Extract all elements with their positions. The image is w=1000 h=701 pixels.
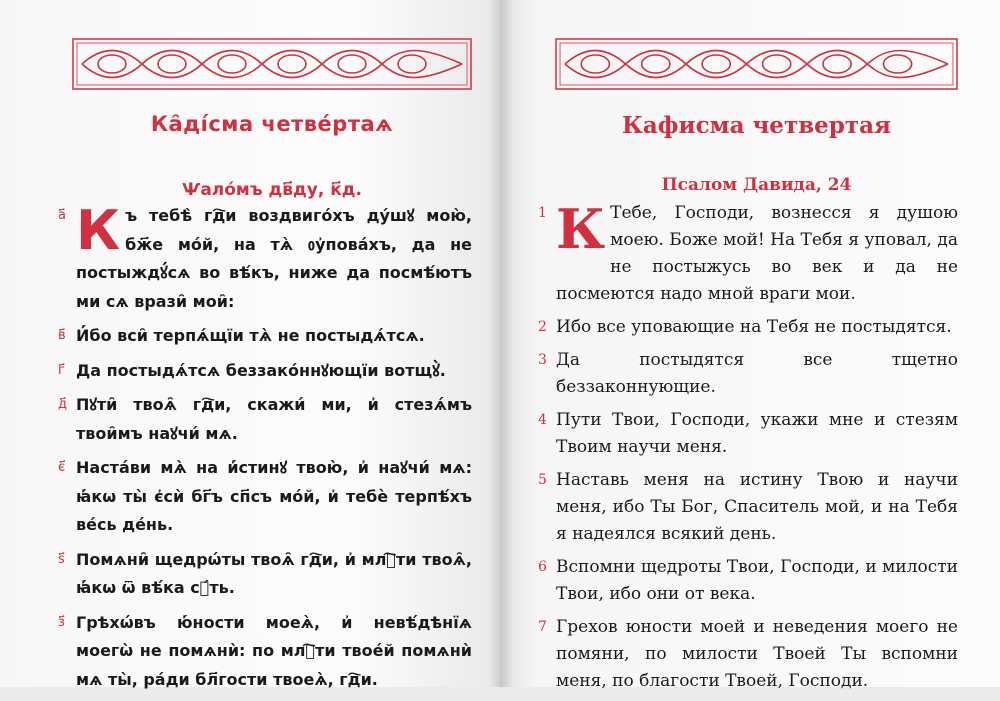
verse-number: 7 <box>538 619 547 635</box>
verse <box>58 322 472 351</box>
verse-text <box>556 554 958 608</box>
verse-number: 4 <box>538 412 547 428</box>
verse-text <box>76 199 472 316</box>
verse-number: 2 <box>538 319 547 335</box>
verse-list <box>538 197 958 701</box>
verse-body: Вспомни щедроты Твои, Господи, и милости Твои, ибо они от века. <box>556 557 958 604</box>
verse-body: Помѧни̑ щедрѡ́ты твоѧ̑ гд҇и, и҆ млⷭ҇ти твоѧ̑, ꙗ҆́кѡ ѿ вѣ́ка сꙋ́ть. <box>76 549 472 597</box>
verse-number: в҃ <box>58 328 66 343</box>
verse-text <box>556 347 958 401</box>
verse-text <box>76 391 472 448</box>
verse-body: Пꙋти̑ твоѧ̑ гд҇и, скажи́ ми, и҆ стезѧ́мъ твои̑мъ наꙋчи́ мѧ. <box>76 395 472 443</box>
verse-body: И҆́бо вси̑ терпѧ́щїи тѧ̀ не постыдѧ́тсѧ. <box>76 326 425 345</box>
verse-number: д҃ <box>58 397 67 412</box>
verse-number: а҃ <box>58 208 66 223</box>
psalm-title: Ѱало́мъ дв҃ду, к҃д. <box>182 180 362 200</box>
verse <box>538 554 958 608</box>
verse-number: ѕ҃ <box>58 551 65 567</box>
verse-text <box>76 357 472 386</box>
verse <box>58 609 472 695</box>
verse-text <box>76 454 472 540</box>
verse <box>58 391 472 448</box>
verse-body: Грѣхѡ́въ ю҆́ности моеѧ̀, и҆ невѣ́дѣнїѧ моегѡ̀ не помѧнѝ: по млⷭ҇ти твое́й помѧнѝ мѧ ты̀, ра́ди бл҃гости твоеѧ̀, гд҇и. <box>76 612 472 689</box>
page-title: Кафисма четвертая <box>621 112 892 139</box>
psalm-title: Псалом Давида, 24 <box>661 175 852 195</box>
drop-cap: К <box>556 197 606 261</box>
verse-body: Да постыдятся все тщетно беззаконнующие. <box>556 350 958 397</box>
left-header-ornament <box>72 38 472 90</box>
verse-text <box>556 614 958 695</box>
verse-body: Наставь меня на истину Твою и научи меня, ибо Ты Бог, Спаситель мой, и на Тебя я надеялся всякий день. <box>556 470 958 544</box>
verse-list <box>58 199 472 700</box>
verse-number: з҃ <box>58 614 65 630</box>
verse-text <box>76 609 472 695</box>
verse-number: 6 <box>538 559 547 575</box>
verse-number: 5 <box>538 472 547 488</box>
verse-number: 3 <box>538 352 547 368</box>
drop-cap: К <box>76 199 121 262</box>
verse-body: Тебе, Господи, вознесся я душою моею. Боже мой! На Тебя я уповал, да не постыжусь во век и да не посмеются надо мной враги мои. <box>556 203 958 304</box>
left-page <box>0 0 500 687</box>
verse-body: ъ тебѣ̀ гд҇и воздвиго́хъ ду́шꙋ мою̀, бж҃е мо́й, на тѧ̀ ᲂу҆пова́хъ, да не постыждꙋ́сѧ во вѣ́къ, ниже да посмѣ́ютъ ми сѧ врази̑ мои̑: <box>76 206 472 311</box>
ornament-band-icon <box>72 38 472 90</box>
verse-text <box>556 407 958 461</box>
verse-text <box>76 322 472 351</box>
verse-body: Грехов юности моей и неведения моего не помяни, по милости Твоей Ты вспомни меня, по благости Твоей, Господи. <box>556 617 958 691</box>
verse-body: Пути Твои, Господи, укажи мне и стезям Твоим научи меня. <box>556 410 958 457</box>
verse <box>538 314 958 341</box>
verse-text <box>556 467 958 548</box>
page-title: Ка̑ді́сма четве́ртаѧ <box>150 112 394 136</box>
verse-number: г҃ <box>58 362 65 378</box>
verse-body: Наста́ви мѧ̀ на и҆́стинꙋ твою̀, и҆ наꙋчи́ мѧ: ꙗ҆́кѡ ты̀ є҆сѝ бг҃ъ сп҃съ мо́й, и҆ тебѐ терпѣ́хъ ве́сь де́нь. <box>76 458 472 534</box>
verse <box>538 407 958 461</box>
verse <box>58 199 472 316</box>
verse <box>58 454 472 540</box>
ornament-band-icon <box>555 38 958 90</box>
right-header-ornament <box>555 38 958 90</box>
verse <box>538 467 958 548</box>
book-gutter <box>488 0 514 687</box>
verse <box>538 197 958 308</box>
verse-body: Ибо все уповающие на Тебя не постыдятся. <box>556 317 952 337</box>
verse-text <box>76 546 472 603</box>
verse-number: є҃ <box>58 460 66 475</box>
verse-text <box>556 314 958 341</box>
verse-body: Да постыдѧ́тсѧ беззако́ннꙋющїи вотщꙋ̀. <box>76 360 446 380</box>
verse <box>58 357 472 386</box>
verse <box>538 614 958 695</box>
verse-text <box>556 197 958 308</box>
verse <box>538 347 958 401</box>
verse-number: 1 <box>538 205 547 221</box>
right-page <box>500 0 1000 691</box>
verse <box>58 546 472 603</box>
